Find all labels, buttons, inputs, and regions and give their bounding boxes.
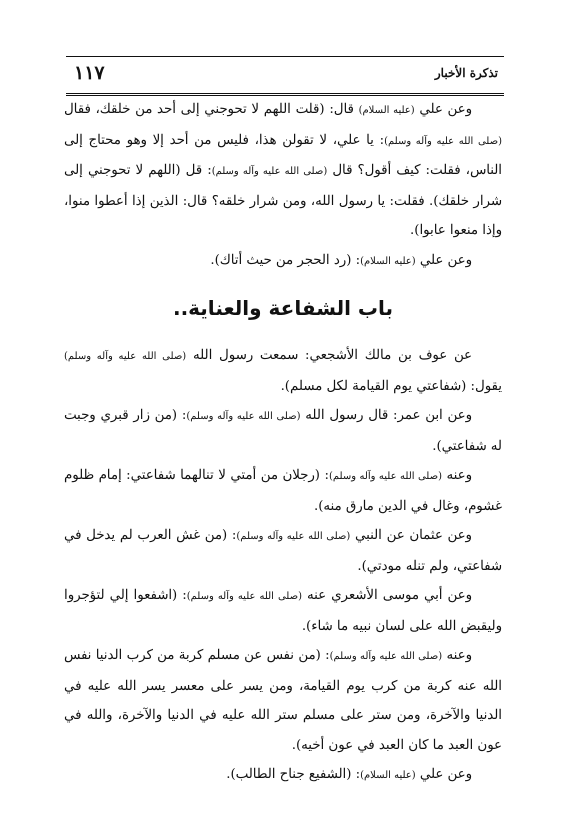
paragraph bbox=[64, 401, 502, 461]
honorific: (صلى الله عليه وآله وسلم) bbox=[236, 531, 351, 542]
text-span: قال: (قلت اللهم لا تحوجني إلى أحد من خلقك، فقال bbox=[64, 102, 359, 117]
honorific: (عليه السلام) bbox=[360, 770, 416, 781]
intro-text bbox=[64, 95, 502, 276]
honorific: (صلى الله عليه وآله وسلم) bbox=[211, 166, 328, 177]
honorific: (عليه السلام) bbox=[360, 255, 416, 267]
paragraph bbox=[64, 95, 502, 246]
text-span: وعنه bbox=[442, 648, 472, 663]
text-span: : (من غش العرب لم يدخل في شفاعتي، ولم تنله مودتي). bbox=[64, 528, 502, 574]
honorific: (صلى الله عليه وآله وسلم) bbox=[328, 471, 442, 482]
paragraph bbox=[64, 581, 502, 641]
text-span: : (رد الحجر من حيث أتاك). bbox=[210, 252, 361, 268]
text-span: : قل (اللهم لا تحوجني إلى شرار خلقك). فقلت: يا رسول الله، ومن شرار خلقه؟ قال: الذين إذا أعطوا منوا، وإذا منعوا عابوا). bbox=[64, 163, 502, 238]
paragraph bbox=[64, 461, 502, 521]
honorific: (صلى الله عليه وآله وسلم) bbox=[64, 351, 187, 362]
text-span: : (من زار قبري وجبت له شفاعتي). bbox=[64, 408, 502, 454]
section-title: باب الشفاعة والعناية.. bbox=[172, 296, 394, 320]
text-span: وعن علي bbox=[414, 102, 472, 117]
text-span: : (من نفس عن مسلم كربة من كرب الدنيا نفس الله عنه كربة من كرب يوم القيامة، ومن يسر على معسر يسر الله عليه في الدنيا والآخرة، ومن ستر على مسلم ستر الله عليه في الدنيا والآخرة، والله في عون العبد ما كان العبد في عون أخيه). bbox=[64, 648, 502, 753]
text-span: : (الشفيع جناح الطالب). bbox=[226, 767, 361, 782]
text-span: : (اشفعوا إلي لتؤجروا وليقبض الله على لسان نبيه ما شاء). bbox=[64, 588, 502, 634]
text-span: وعن أبي موسى الأشعري عنه bbox=[301, 588, 472, 603]
honorific: (صلى الله عليه وآله وسلم) bbox=[384, 135, 502, 147]
paragraph bbox=[64, 521, 502, 581]
page-header bbox=[66, 56, 504, 96]
text-span: وعنه bbox=[442, 468, 472, 483]
text-span: يقول: (شفاعتي يوم القيامة لكل مسلم). bbox=[280, 378, 502, 394]
paragraph bbox=[64, 341, 502, 401]
text-span: : (رجلان من أمتي لا تنالهما شفاعتي: إمام ظلوم غشوم، وغال في الدين مارق منه). bbox=[64, 468, 502, 514]
body-text bbox=[64, 341, 502, 791]
text-span: وعن عثمان عن النبي bbox=[350, 528, 472, 543]
honorific: (صلى الله عليه وآله وسلم) bbox=[186, 411, 301, 422]
paragraph bbox=[64, 760, 502, 791]
running-title: تذكرة الأخبار bbox=[434, 66, 498, 80]
paragraph bbox=[64, 641, 502, 760]
text-span: عن عوف بن مالك الأشجعي: سمعت رسول الله bbox=[186, 348, 472, 363]
page-number: ١١٧ bbox=[74, 62, 105, 84]
text-span: : يا علي، لا تقولن هذا، فليس من أحد إلا وهو محتاج إلى الناس، فقلت: كيف أقول؟ قال bbox=[64, 132, 502, 178]
paragraph bbox=[64, 246, 502, 277]
text-span: وعن ابن عمر: قال رسول الله bbox=[300, 408, 472, 423]
honorific: (عليه السلام) bbox=[358, 105, 415, 116]
honorific: (صلى الله عليه وآله وسلم) bbox=[329, 651, 443, 662]
text-span: وعن علي bbox=[415, 252, 472, 268]
text-span: وعن علي bbox=[415, 767, 472, 782]
honorific: (صلى الله عليه وآله وسلم) bbox=[186, 591, 302, 602]
